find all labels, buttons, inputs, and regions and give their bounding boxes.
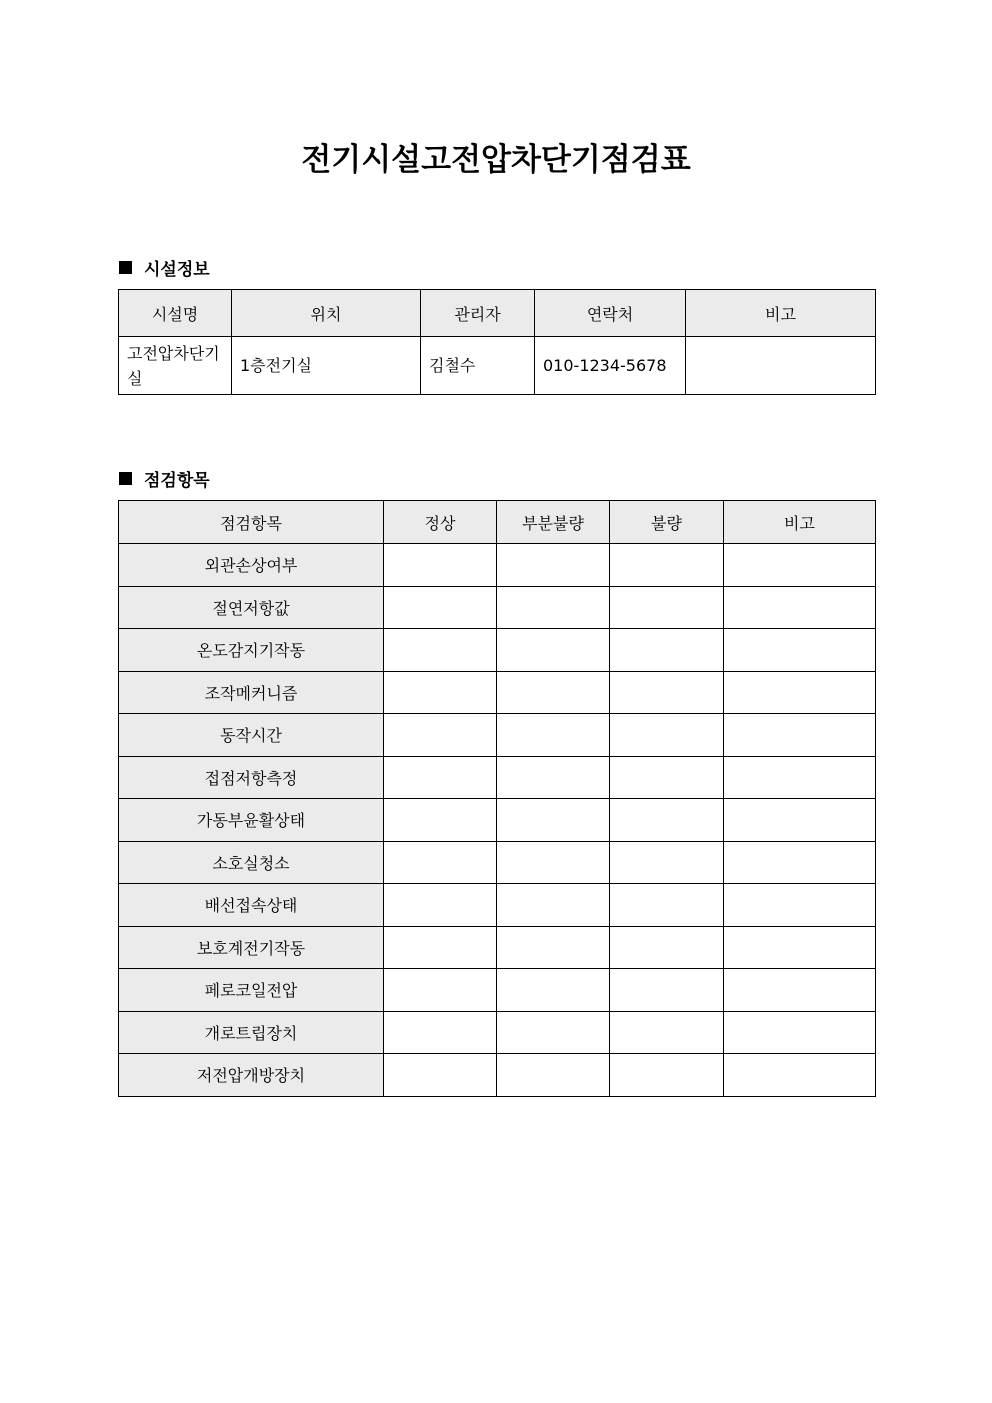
table-row bbox=[119, 969, 876, 1012]
location-cell[interactable]: 1층전기실 bbox=[232, 337, 421, 395]
partial-defect-cell[interactable] bbox=[497, 629, 610, 672]
header-defect: 불량 bbox=[610, 501, 724, 544]
header-remarks: 비고 bbox=[686, 290, 876, 337]
check-section-heading bbox=[119, 466, 210, 491]
remarks-cell[interactable] bbox=[724, 799, 876, 842]
table-row bbox=[119, 799, 876, 842]
remarks-cell[interactable] bbox=[724, 714, 876, 757]
normal-cell[interactable] bbox=[384, 969, 497, 1012]
partial-defect-cell[interactable] bbox=[497, 714, 610, 757]
normal-cell[interactable] bbox=[384, 884, 497, 927]
defect-cell[interactable] bbox=[610, 969, 724, 1012]
check-item-label: 외관손상여부 bbox=[119, 544, 384, 587]
table-row bbox=[119, 544, 876, 587]
manager-cell[interactable]: 김철수 bbox=[421, 337, 535, 395]
check-item-label: 소호실청소 bbox=[119, 841, 384, 884]
check-item-label: 온도감지기작동 bbox=[119, 629, 384, 672]
remarks-cell[interactable] bbox=[724, 841, 876, 884]
normal-cell[interactable] bbox=[384, 671, 497, 714]
facility-section-label: 시설정보 bbox=[144, 260, 210, 280]
table-row bbox=[119, 926, 876, 969]
normal-cell[interactable] bbox=[384, 1054, 497, 1097]
table-row bbox=[119, 586, 876, 629]
partial-defect-cell[interactable] bbox=[497, 799, 610, 842]
table-row bbox=[119, 629, 876, 672]
table-row bbox=[119, 714, 876, 757]
table-row bbox=[119, 756, 876, 799]
normal-cell[interactable] bbox=[384, 544, 497, 587]
table-row bbox=[119, 841, 876, 884]
page-title: 전기시설고전압차단기점검표 bbox=[301, 142, 691, 178]
header-contact: 연락처 bbox=[535, 290, 686, 337]
square-bullet-icon bbox=[119, 261, 132, 274]
check-header-row bbox=[119, 501, 876, 544]
remarks-cell[interactable] bbox=[724, 1011, 876, 1054]
check-item-label: 배선접속상태 bbox=[119, 884, 384, 927]
partial-defect-cell[interactable] bbox=[497, 756, 610, 799]
check-item-label: 접점저항측정 bbox=[119, 756, 384, 799]
contact-cell[interactable]: 010-1234-5678 bbox=[535, 337, 686, 395]
header-partial-defect: 부분불량 bbox=[497, 501, 610, 544]
partial-defect-cell[interactable] bbox=[497, 841, 610, 884]
remarks-cell[interactable] bbox=[724, 629, 876, 672]
normal-cell[interactable] bbox=[384, 629, 497, 672]
check-items-table bbox=[118, 500, 876, 1097]
normal-cell[interactable] bbox=[384, 841, 497, 884]
check-item-label: 개로트립장치 bbox=[119, 1011, 384, 1054]
remarks-cell[interactable] bbox=[724, 671, 876, 714]
square-bullet-icon bbox=[119, 472, 132, 485]
check-item-label: 동작시간 bbox=[119, 714, 384, 757]
partial-defect-cell[interactable] bbox=[497, 884, 610, 927]
remarks-cell[interactable] bbox=[724, 756, 876, 799]
header-check-item: 점검항목 bbox=[119, 501, 384, 544]
defect-cell[interactable] bbox=[610, 1054, 724, 1097]
header-facility-name: 시설명 bbox=[119, 290, 232, 337]
remarks-cell[interactable] bbox=[724, 969, 876, 1012]
defect-cell[interactable] bbox=[610, 1011, 724, 1054]
facility-info-table bbox=[118, 289, 876, 395]
partial-defect-cell[interactable] bbox=[497, 1011, 610, 1054]
remarks-cell[interactable] bbox=[686, 337, 876, 395]
defect-cell[interactable] bbox=[610, 544, 724, 587]
normal-cell[interactable] bbox=[384, 1011, 497, 1054]
table-row bbox=[119, 1054, 876, 1097]
defect-cell[interactable] bbox=[610, 841, 724, 884]
header-manager: 관리자 bbox=[421, 290, 535, 337]
partial-defect-cell[interactable] bbox=[497, 969, 610, 1012]
remarks-cell[interactable] bbox=[724, 544, 876, 587]
partial-defect-cell[interactable] bbox=[497, 544, 610, 587]
defect-cell[interactable] bbox=[610, 671, 724, 714]
table-row bbox=[119, 671, 876, 714]
check-item-label: 가동부윤활상태 bbox=[119, 799, 384, 842]
header-normal: 정상 bbox=[384, 501, 497, 544]
facility-section-heading bbox=[119, 255, 210, 280]
defect-cell[interactable] bbox=[610, 714, 724, 757]
check-section-label: 점검항목 bbox=[144, 471, 210, 491]
partial-defect-cell[interactable] bbox=[497, 1054, 610, 1097]
header-location: 위치 bbox=[232, 290, 421, 337]
check-item-label: 절연저항값 bbox=[119, 586, 384, 629]
check-item-label: 조작메커니즘 bbox=[119, 671, 384, 714]
partial-defect-cell[interactable] bbox=[497, 926, 610, 969]
defect-cell[interactable] bbox=[610, 756, 724, 799]
normal-cell[interactable] bbox=[384, 586, 497, 629]
defect-cell[interactable] bbox=[610, 926, 724, 969]
check-item-label: 페로코일전압 bbox=[119, 969, 384, 1012]
defect-cell[interactable] bbox=[610, 799, 724, 842]
partial-defect-cell[interactable] bbox=[497, 671, 610, 714]
defect-cell[interactable] bbox=[610, 629, 724, 672]
table-row bbox=[119, 1011, 876, 1054]
facility-header-row bbox=[119, 290, 876, 337]
remarks-cell[interactable] bbox=[724, 884, 876, 927]
header-remarks: 비고 bbox=[724, 501, 876, 544]
remarks-cell[interactable] bbox=[724, 926, 876, 969]
normal-cell[interactable] bbox=[384, 926, 497, 969]
facility-name-cell[interactable]: 고전압차단기실 bbox=[119, 337, 232, 395]
table-row bbox=[119, 884, 876, 927]
defect-cell[interactable] bbox=[610, 586, 724, 629]
normal-cell[interactable] bbox=[384, 756, 497, 799]
check-item-label: 저전압개방장치 bbox=[119, 1054, 384, 1097]
normal-cell[interactable] bbox=[384, 714, 497, 757]
check-item-label: 보호계전기작동 bbox=[119, 926, 384, 969]
facility-data-row bbox=[119, 337, 876, 395]
normal-cell[interactable] bbox=[384, 799, 497, 842]
partial-defect-cell[interactable] bbox=[497, 586, 610, 629]
remarks-cell[interactable] bbox=[724, 1054, 876, 1097]
defect-cell[interactable] bbox=[610, 884, 724, 927]
remarks-cell[interactable] bbox=[724, 586, 876, 629]
